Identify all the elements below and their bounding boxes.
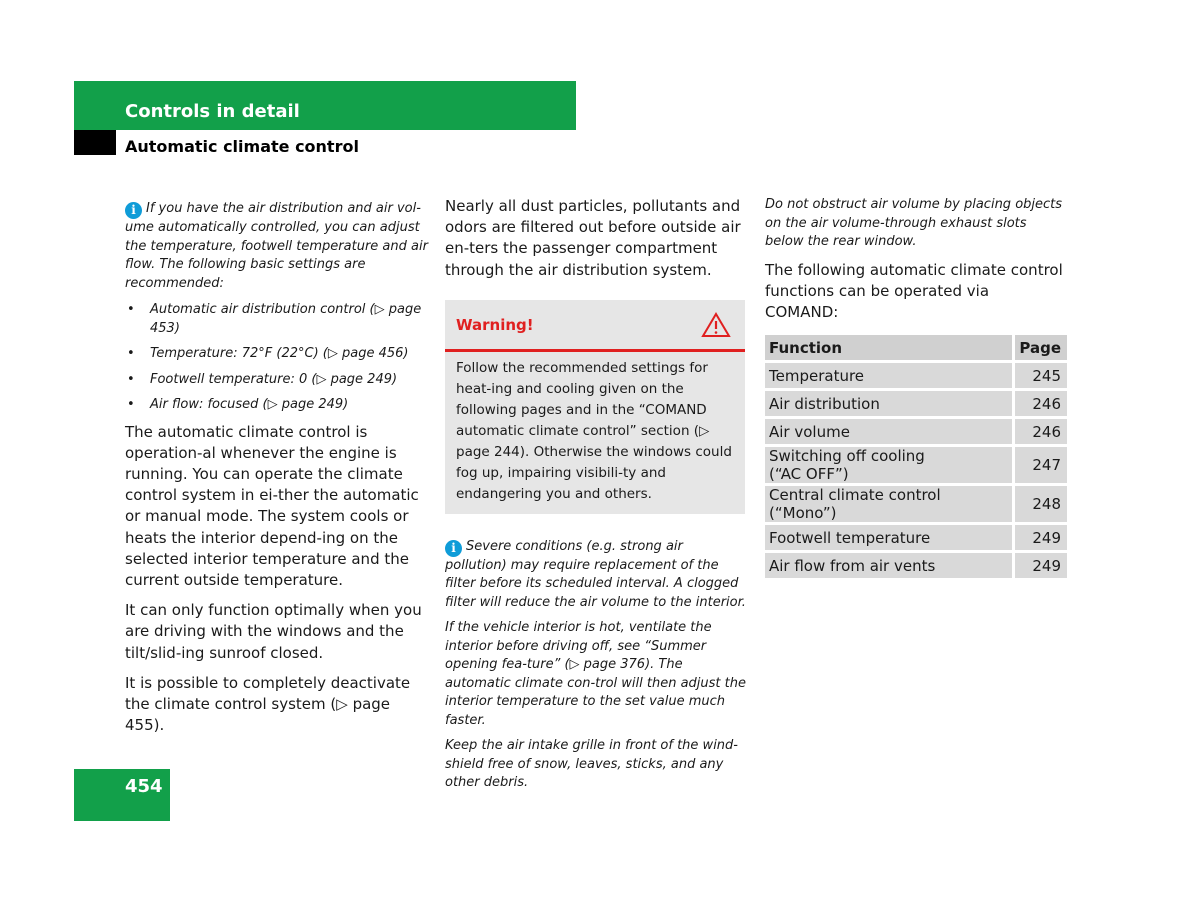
body-paragraph: It can only function optimally when you are driving with the windows and the tilt/slid-ing sunroof closed. — [125, 601, 422, 662]
table-row — [765, 525, 1067, 550]
body-paragraph: Nearly all dust particles, pollutants and odors are filtered out before outside air en-ters the passenger compartment through the air distribution system. — [445, 197, 741, 279]
column-middle — [445, 196, 747, 800]
recommended-settings-list — [125, 301, 430, 415]
table-row — [765, 447, 1067, 483]
table-cell: Footwell temperature — [765, 525, 1012, 550]
section-marker — [74, 130, 116, 155]
list-item: • Footwell temperature: 0 (▷ page 249) — [127, 371, 398, 387]
note-paragraph: Do not obstruct air volume by placing objects on the air volume-through exhaust slots below the rear window. — [765, 197, 1063, 249]
note-paragraph: If the vehicle interior is hot, ventilate the interior before driving off, see “Summer opening fea-ture” (▷ page 376). The automatic climate con-trol will then adjust the interior temperature to the set value much faster. — [445, 620, 746, 728]
table-cell: 249 — [1012, 525, 1067, 550]
body-paragraph: The automatic climate control is operation-al whenever the engine is running. You can operate the climate control system in ei-ther the automatic or manual mode. The system cools or heats the interior depend-ing on the selected interior temperature and the current outside temperature. — [125, 422, 419, 589]
table-cell: Central climate control (“Mono”) — [765, 486, 1012, 522]
section-title: Controls in detail — [125, 101, 300, 122]
list-item-text: Temperature: 72°F (22°C) (▷ page 456) — [150, 346, 409, 361]
info-note — [445, 538, 747, 613]
functions-table — [765, 332, 1067, 581]
table-cell: Air distribution — [765, 391, 1012, 416]
info-icon: i — [445, 540, 462, 557]
info-icon: i — [125, 202, 142, 219]
table-cell: 247 — [1012, 447, 1067, 483]
table-cell: 245 — [1012, 363, 1067, 388]
warning-label: Warning! — [456, 315, 534, 334]
subsection-title: Automatic climate control — [125, 137, 359, 156]
column-left — [125, 200, 430, 745]
table-header-row — [765, 335, 1067, 360]
table-row — [765, 419, 1067, 444]
table-cell: Temperature — [765, 363, 1012, 388]
page-number: 454 — [125, 776, 163, 797]
warning-triangle-icon — [701, 312, 731, 338]
list-item-text: Air flow: focused (▷ page 249) — [150, 397, 349, 412]
warning-box — [445, 300, 745, 514]
list-item: • Temperature: 72°F (22°C) (▷ page 456) — [127, 346, 409, 361]
table-cell: Air volume — [765, 419, 1012, 444]
table-cell: Switching off cooling (“AC OFF”) — [765, 447, 1012, 483]
table-cell: 246 — [1012, 391, 1067, 416]
table-header-page: Page — [1012, 335, 1067, 360]
list-item: • Automatic air distribution control (▷ page 453) — [127, 302, 422, 336]
warning-header — [445, 300, 745, 352]
table-cell: Air flow from air vents — [765, 553, 1012, 578]
list-item-text: Automatic air distribution control (▷ page 453) — [150, 302, 422, 336]
info-note-text: If you have the air distribution and air vol-ume automatically controlled, you can adjust the temperature, footwell temperature and air flow. The following basic settings are recommended: — [125, 201, 428, 291]
table-row — [765, 391, 1067, 416]
info-note — [125, 200, 430, 293]
warning-body: Follow the recommended settings for heat-ing and cooling given on the following pages and in the “COMAND automatic climate control” section (▷ page 244). Otherwise the windows could fog up, impairing visibili-ty and endangering you and others. — [456, 359, 732, 502]
table-cell: 248 — [1012, 486, 1067, 522]
table-header-function: Function — [765, 335, 1012, 360]
table-row — [765, 363, 1067, 388]
column-right — [765, 196, 1067, 581]
table-cell: 246 — [1012, 419, 1067, 444]
body-paragraph: It is possible to completely deactivate the climate control system (▷ page 455). — [125, 673, 411, 735]
list-item: • Air flow: focused (▷ page 249) — [127, 397, 349, 412]
table-row — [765, 486, 1067, 522]
table-row — [765, 553, 1067, 578]
body-paragraph: The following automatic climate control functions can be operated via COMAND: — [765, 260, 1063, 321]
list-item-text: Footwell temperature: 0 (▷ page 249) — [150, 371, 398, 387]
info-note-text: Severe conditions (e.g. strong air pollution) may require replacement of the filter before its scheduled interval. A clogged filter will reduce the air volume to the interior. — [445, 538, 746, 610]
table-cell: 249 — [1012, 553, 1067, 578]
note-paragraph: Keep the air intake grille in front of the wind-shield free of snow, leaves, sticks, and any other debris. — [445, 738, 738, 791]
